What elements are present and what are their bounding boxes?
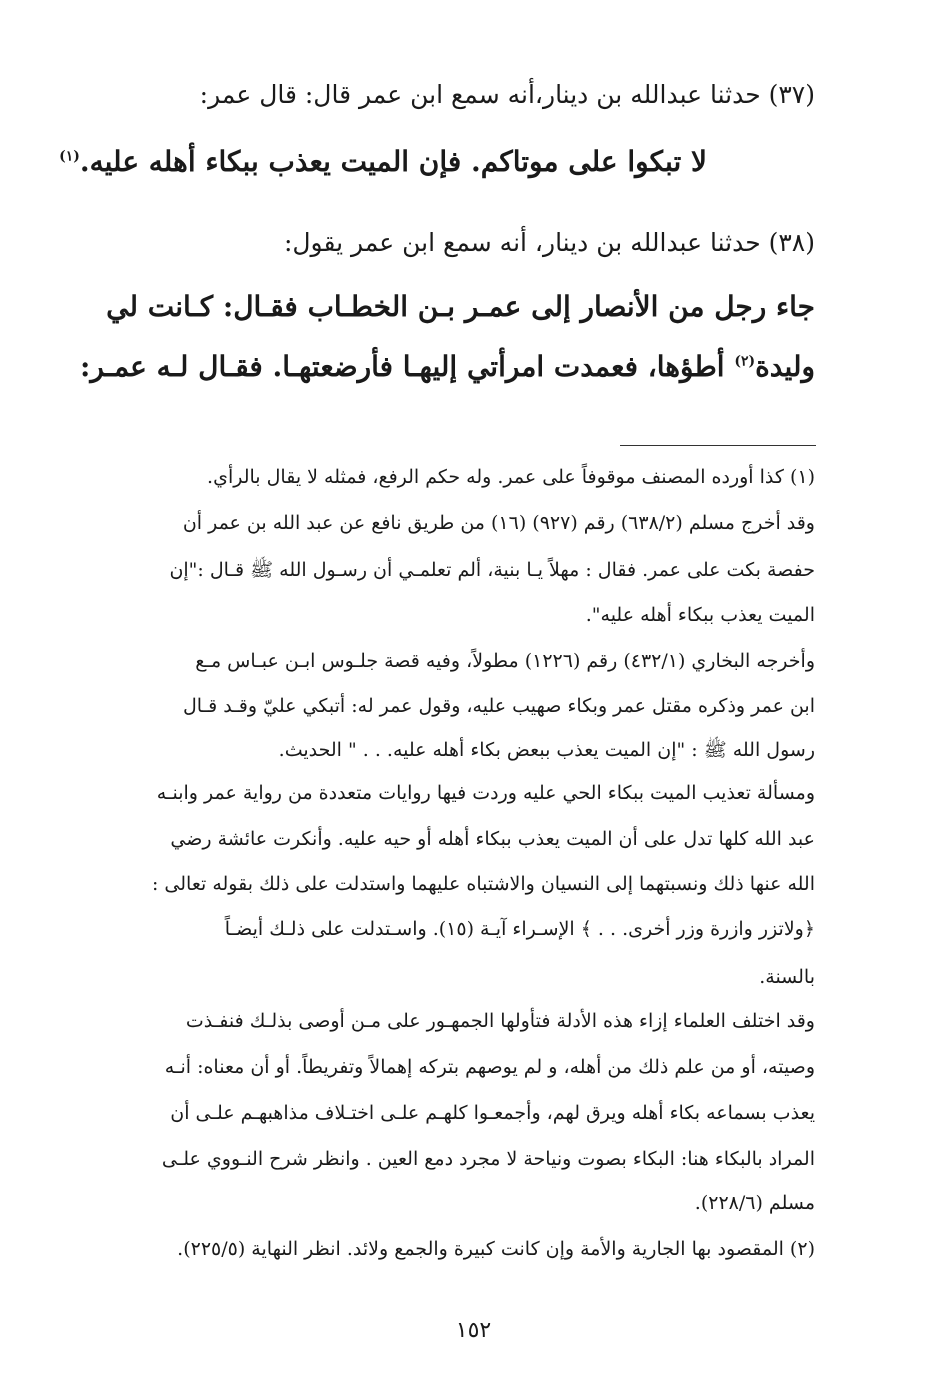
footnote-line: وقد أخرج مسلم (٦٣٨/٢) رقم (٩٢٧) (١٦) من طريق نافع عن عبد الله بن عمر أن	[182, 512, 815, 534]
hadith-38-line-1: جاء رجل من الأنصار إلى عمـر بـن الخطـاب فقـال: كـانت لي	[106, 290, 815, 323]
footnote-line: المراد بالبكاء هنا: البكاء بصوت ونياحة لا مجرد دمع العين . وانظر شرح النـووي علـى	[161, 1148, 815, 1170]
footnote-line: ابن عمر وذكره مقتل عمر وبكاء صهيب عليه، وقول عمر له: أتبكي عليّ وقـد قـال	[182, 695, 815, 717]
hadith-38-line-2-end: أطؤها، فعمدت امرأتي إليهـا فأرضعتهـا. فقـال لـه عمـر:	[80, 350, 735, 383]
hadith-38-line-2	[80, 350, 815, 383]
footnote-line: مسلم (٢٢٨/٦).	[694, 1192, 815, 1214]
hadith-38-intro: (٣٨) حدثنا عبدالله بن دينار، أنه سمع ابن عمر يقول:	[283, 228, 815, 257]
footnote-line: بالسنة.	[759, 966, 815, 988]
hadith-37-intro: (٣٧) حدثنا عبدالله بن دينار،أنه سمع ابن عمر قال: قال عمر:	[199, 80, 815, 109]
footnote-separator	[620, 445, 816, 446]
footnote-line: عبد الله كلها تدل على أن الميت يعذب ببكاء أهله أو حيه عليه. وأنكرت عائشة رضي	[170, 828, 815, 850]
footnote-line: (١) كذا أورده المصنف موقوفاً على عمر. وله حكم الرفع، فمثله لا يقال بالرأي.	[207, 466, 815, 488]
footnote-ref-1: (١)	[59, 148, 80, 165]
footnote-2: (٢) المقصود بها الجارية والأمة وإن كانت كبيرة والجمع ولائد. انظر النهاية (٢٢٥/٥).	[177, 1238, 815, 1260]
hadith-37-text	[59, 145, 707, 178]
hadith-38-line-2-start: وليدة	[755, 350, 815, 383]
hadith-37-body: لا تبكوا على موتاكم. فإن الميت يعذب ببكاء أهله عليه.	[79, 145, 707, 178]
footnote-line: ومسألة تعذيب الميت ببكاء الحي عليه وردت فيها روايات متعددة من رواية عمر وابنـه	[156, 782, 815, 804]
footnote-line: رسول الله ﷺ : "إن الميت يعذب ببعض بكاء أهله عليه. . . " الحديث.	[278, 739, 815, 761]
footnote-line: وصيته، أو من علم ذلك من أهله، و لم يوصهم بتركه إهمالاً وتفريطاً. أو أن معناه: أنـه	[164, 1056, 815, 1078]
footnote-line: الميت يعذب ببكاء أهله عليه".	[585, 604, 815, 626]
footnote-ref-2: (٢)	[734, 353, 756, 370]
footnote-line: ﴿ولاتزر وازرة وزر أخرى. . . ﴾ الإسـراء آيـة (١٥). واسـتدلت على ذلـك أيضـاً	[224, 918, 815, 940]
footnote-line: حفصة بكت على عمر. فقال : مهلاً يـا بنية، ألم تعلمـي أن رسـول الله ﷺ قـال :"إن	[169, 559, 815, 581]
footnote-line: يعذب بسماعه بكاء أهله ويرق لهم، وأجمعـوا كلهـم علـى اختـلاف مذاهبهـم علـى أن	[170, 1102, 815, 1124]
footnote-line: الله عنها ذلك ونسبتهما إلى النسيان والاشتباه عليهما واستدلت على ذلك بقوله تعالى :	[151, 873, 815, 895]
page-number: ١٥٢	[455, 1318, 492, 1343]
footnote-line: وأخرجه البخاري (٤٣٢/١) رقم (١٢٢٦) مطولاً، وفيه قصة جلـوس ابـن عبـاس مـع	[195, 650, 815, 672]
footnote-line: وقد اختلف العلماء إزاء هذه الأدلة فتأولها الجمهـور على مـن أوصى بذلـك فنفـذت	[185, 1010, 815, 1032]
